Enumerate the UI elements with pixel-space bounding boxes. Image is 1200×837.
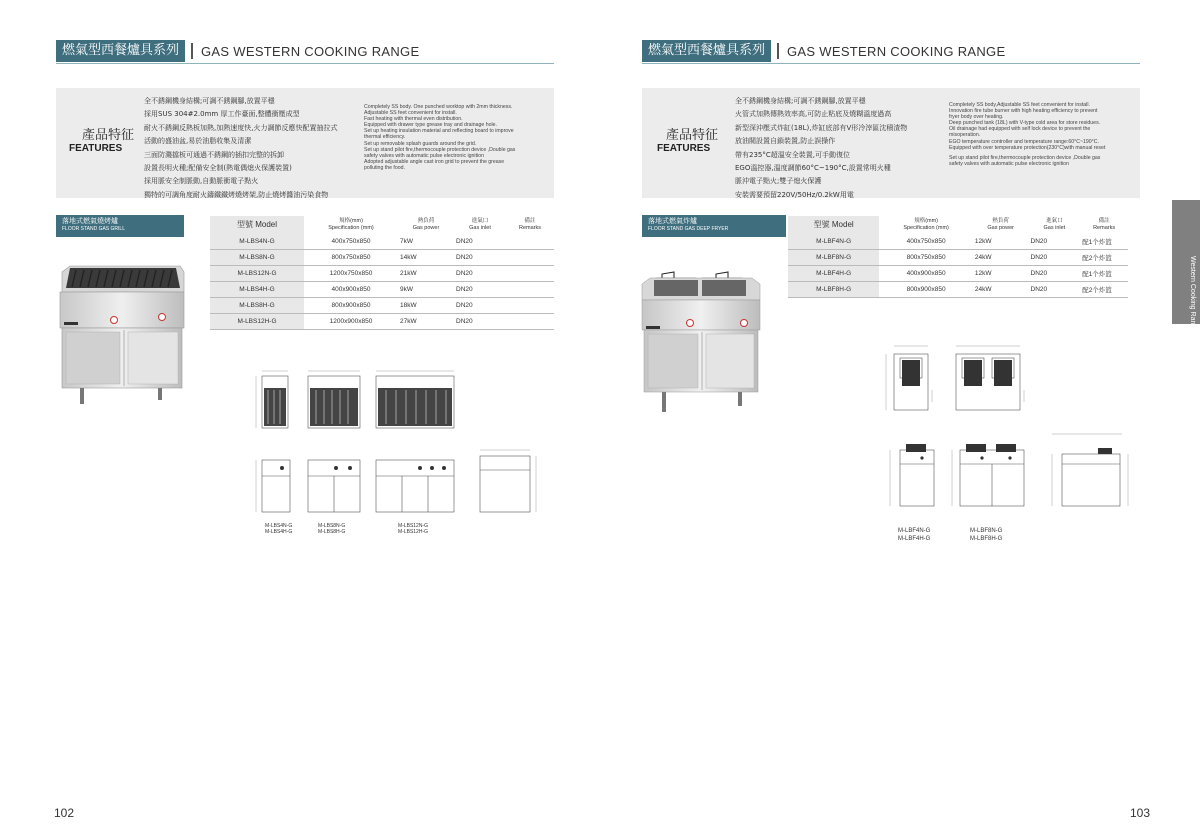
col-power-cn: 熱負荷 (992, 218, 1009, 224)
drawing-label-group (898, 527, 930, 543)
cell-model: M-LBS4H-G (210, 282, 304, 298)
cell-power: 24kW (973, 250, 1029, 266)
header-english-title: GAS WESTERN COOKING RANGE (201, 43, 420, 59)
features-box (642, 88, 1140, 198)
cell-model: M-LBF4N-G (788, 234, 879, 250)
cell-model: M-LBS12N-G (210, 266, 304, 282)
cell-inlet: DN20 (1029, 282, 1081, 298)
grill-top-view-drawings (250, 366, 460, 436)
col-remarks-cn: 備註 (1098, 218, 1110, 224)
drawing-label: M-LBS12N-G (398, 523, 429, 529)
feature-cn-item: 三面防濺擋板可通過不銹鋼的插扣完整的拆卸 (144, 150, 284, 159)
feature-en-item: Adopted adjustable angle cast iron grid to prevent the grease (364, 158, 505, 165)
cell-spec: 1200x900x850 (304, 314, 398, 330)
cell-spec: 400x750x850 (879, 234, 973, 250)
side-tab-label: Western Cooking Range (1189, 256, 1196, 333)
drawing-label-group (265, 523, 292, 535)
table-row (210, 250, 554, 266)
product-tag-cn: 落地式燃氣燒烤爐 (62, 217, 118, 225)
col-power-cn: 熱負荷 (417, 218, 435, 224)
section-side-tab[interactable] (1172, 200, 1200, 333)
feature-cn-item: 安裝需要預留220V/50Hz/0.2kW用電 (735, 190, 854, 199)
cell-inlet: DN20 (1029, 250, 1081, 266)
header-chinese-title: 燃氣型西餐爐具系列 (56, 40, 185, 62)
drawing-label: M-LBS4N-G (265, 523, 293, 529)
cell-model: M-LBS4N-G (210, 234, 304, 250)
cell-remarks (506, 250, 554, 266)
feature-en-item: Set up stand pilot fire,thermocouple protection device ,Double gas (364, 146, 516, 153)
feature-en-item: fryer body over heating. (949, 114, 1004, 121)
header-english-title: GAS WESTERN COOKING RANGE (787, 43, 1006, 59)
col-model: 型號 Model (236, 219, 277, 229)
col-model: 型號 Model (813, 219, 854, 229)
feature-en-item: Equipped with over temperature protection(230°C)with manual reset (949, 144, 1106, 151)
feature-cn-item: 帶有235°C超溫安全裝置,可手動復位 (735, 150, 850, 159)
features-list-en (364, 104, 515, 171)
col-remarks-en: Remarks (518, 225, 541, 231)
cell-inlet: DN20 (1029, 234, 1081, 250)
col-spec-cn: 規格(mm) (914, 218, 939, 224)
table-row (210, 266, 554, 282)
col-inlet-cn: 進氣口 (1046, 218, 1063, 224)
right-page (600, 0, 1200, 837)
cell-remarks: 配2个炸篮 (1080, 250, 1128, 266)
feature-en-item: Set up heating insulation material and reflecting board to improve (364, 128, 514, 135)
product-tag-cn: 落地式燃氣炸爐 (648, 217, 697, 225)
product-tag (56, 215, 184, 237)
cell-spec: 800x900x850 (879, 282, 973, 298)
cell-model: M-LBF8N-G (788, 250, 879, 266)
cell-power: 27kW (398, 314, 454, 330)
feature-en-item: thermal efficiency. (364, 134, 406, 141)
features-box (56, 88, 554, 198)
cell-power: 24kW (973, 282, 1029, 298)
page-number: 103 (1130, 806, 1151, 820)
feature-cn-item: 採用脈安全制脈動,自動脈衝電子點火 (144, 177, 259, 186)
feature-en-item: Adjustable SS feet convenient for install. (364, 110, 457, 117)
feature-cn-item: 脈沖電子點火;雙子熄火保護 (735, 177, 822, 186)
cell-remarks: 配2个炸篮 (1080, 282, 1128, 298)
cell-model: M-LBS8H-G (210, 298, 304, 314)
feature-en-item: Innovation fire tube burner with high heating efficiency to prevent (949, 108, 1098, 115)
cell-model: M-LBS8N-G (210, 250, 304, 266)
feature-en-item: Fast heating with thermal even distribution. (364, 116, 463, 123)
feature-en-item: misoperation. (949, 132, 981, 139)
col-power-en: Gas power (987, 225, 1014, 231)
cell-spec: 800x900x850 (304, 298, 398, 314)
cell-power: 12kW (973, 234, 1029, 250)
fryer-top-view-drawings (882, 340, 1042, 420)
drawing-label: M-LBF8N-G (970, 528, 1003, 534)
features-list-cn (144, 95, 337, 202)
cell-remarks (506, 314, 554, 330)
feature-cn-item: 活動的盛油盆,易於油脂收集及清潔 (144, 137, 252, 146)
col-inlet-en: Gas inlet (1043, 225, 1066, 231)
cell-spec: 400x900x850 (879, 266, 973, 282)
col-spec-cn: 規格(mm) (339, 218, 363, 224)
col-remarks-en: Remarks (1093, 225, 1116, 231)
col-spec-en: Specification (mm) (328, 225, 374, 231)
drawing-label-group (398, 523, 428, 535)
feature-en-item: Deep punched tank (18L) with V-type cold area for store residues. (949, 120, 1101, 127)
col-power-en: Gas power (412, 225, 440, 231)
cell-remarks (506, 234, 554, 250)
header-underline (642, 63, 1140, 64)
fryer-product-photo (640, 268, 764, 414)
cell-inlet: DN20 (1029, 266, 1081, 282)
features-list-en (949, 102, 1105, 167)
table-header-row (210, 216, 554, 234)
table-header-row (788, 216, 1128, 234)
cell-power: 14kW (398, 250, 454, 266)
feature-en-item: Equipped with drawer type grease tray and drainage hole. (364, 122, 497, 129)
section-header (56, 40, 419, 62)
section-header (642, 40, 1005, 62)
cell-remarks (506, 282, 554, 298)
cell-spec: 400x900x850 (304, 282, 398, 298)
product-tag-en: FLOOR STAND GAS GRILL (62, 226, 125, 232)
features-list-cn (735, 95, 907, 202)
product-tag-en: FLOOR STAND GAS DEEP FRYER (648, 226, 729, 232)
header-divider (191, 43, 193, 59)
feature-cn-item: EGO溫控器,溫度調節60°C~190°C,設置常明火種 (735, 164, 891, 173)
spec-table (210, 216, 554, 330)
cell-spec: 800x750x850 (304, 250, 398, 266)
feature-cn-item: 新型深沖壓式炸缸(18L),炸缸底部有V形冷滓區沈積渣物 (735, 123, 908, 132)
drawing-label: M-LBS8N-G (318, 523, 346, 529)
cell-remarks (506, 298, 554, 314)
cell-spec: 400x750x850 (304, 234, 398, 250)
cell-model: M-LBF8H-G (788, 282, 879, 298)
header-underline (56, 63, 554, 64)
table-row (210, 314, 554, 330)
feature-en-item: safety valves with automatic pulse electronic ignition (364, 152, 484, 159)
cell-model: M-LBS12H-G (210, 314, 304, 330)
drawing-label: M-LBS8H-G (318, 529, 346, 535)
cell-inlet: DN20 (454, 298, 506, 314)
col-inlet-en: Gas inlet (469, 225, 491, 231)
product-tag (642, 215, 786, 237)
cell-inlet: DN20 (454, 314, 506, 330)
feature-en-item: Oil drainage had equipped with self lock device to prevent the (949, 126, 1091, 133)
table-row (788, 282, 1128, 298)
feature-en-item: polluting the food. (364, 164, 405, 171)
cell-remarks: 配1个炸篮 (1080, 266, 1128, 282)
cell-inlet: DN20 (454, 250, 506, 266)
feature-en-item: Completely SS body. One punched worktop with 2mm thickness. (364, 104, 513, 110)
features-title-cn: 產品特征 (82, 128, 135, 143)
fryer-front-view-drawings (882, 424, 1152, 524)
drawing-label: M-LBF4H-G (898, 536, 931, 542)
drawing-label-group (970, 527, 1002, 543)
drawing-label: M-LBS4H-G (265, 529, 293, 535)
features-title-en: FEATURES (69, 143, 123, 154)
drawing-label-group (318, 523, 345, 535)
page-number: 102 (54, 806, 75, 820)
table-row (210, 282, 554, 298)
cell-power: 21kW (398, 266, 454, 282)
feature-cn-item: 火管式加熱傳熱效率高,可防止粘底及燒糊溫度過高 (735, 110, 892, 119)
feature-en-item: Set up stand pilot fire,thermocouple protection device ,Double gas (949, 154, 1101, 161)
col-spec-en: Specification (mm) (903, 225, 949, 231)
cell-model: M-LBF4H-G (788, 266, 879, 282)
cell-spec: 1200x750x850 (304, 266, 398, 282)
drawing-label: M-LBF8H-G (970, 536, 1003, 542)
cell-inlet: DN20 (454, 234, 506, 250)
header-divider (777, 43, 779, 59)
features-title-en: FEATURES (657, 143, 711, 154)
table-row (210, 234, 554, 250)
feature-cn-item: 設置長明火種;配備安全制(熱電偶熄火保護裝置) (144, 164, 292, 173)
col-inlet-cn: 進氣口 (471, 218, 489, 224)
table-row (788, 250, 1128, 266)
cell-inlet: DN20 (454, 282, 506, 298)
feature-en-item: Completely SS body,Adjustable SS feet convenient for install. (949, 102, 1090, 108)
feature-en-item: Set up removable splash guards around the grid. (364, 140, 477, 147)
feature-cn-item: 採用SUS 304#2.0mm 厚工作臺面,整體衝壓成型 (144, 110, 300, 119)
grill-front-view-drawings (250, 446, 550, 526)
table-row (788, 266, 1128, 282)
features-title-cn: 產品特征 (666, 128, 719, 143)
drawing-label: M-LBF4N-G (898, 528, 931, 534)
cell-remarks: 配1个炸篮 (1080, 234, 1128, 250)
table-row (210, 298, 554, 314)
grill-product-photo (58, 262, 186, 406)
feature-cn-item: 耐火不銹鋼反熱板加熱,加熱速度快,火力調節反應快配置抽拉式 (144, 123, 338, 132)
feature-en-item: safety valves with automatic pulse electronic ignition (949, 160, 1069, 167)
col-remarks-cn: 備註 (524, 218, 536, 224)
drawing-label: M-LBS12H-G (398, 529, 429, 535)
feature-en-item: EGO temperature controller and temperature range:60°C~190°C. (949, 138, 1099, 145)
cell-power: 12kW (973, 266, 1029, 282)
cell-power: 18kW (398, 298, 454, 314)
feature-cn-item: 放油閥設置自鎖裝置,防止誤操作 (735, 137, 836, 146)
feature-cn-item: 全不銹鋼機身結構;可調不銹鋼腳,放置平穩 (144, 97, 275, 105)
feature-cn-item: 全不銹鋼機身結構;可調不銹鋼腳,放置平穩 (735, 97, 866, 105)
cell-power: 9kW (398, 282, 454, 298)
cell-power: 7kW (398, 234, 454, 250)
spec-table (788, 216, 1128, 298)
cell-remarks (506, 266, 554, 282)
feature-cn-item: 獨特的可調角度耐火鑄鐵鐵烤燒烤架,防止燒烤醬油污染食物 (144, 190, 329, 199)
header-chinese-title: 燃氣型西餐爐具系列 (642, 40, 771, 62)
table-row (788, 234, 1128, 250)
cell-spec: 800x750x850 (879, 250, 973, 266)
cell-inlet: DN20 (454, 266, 506, 282)
